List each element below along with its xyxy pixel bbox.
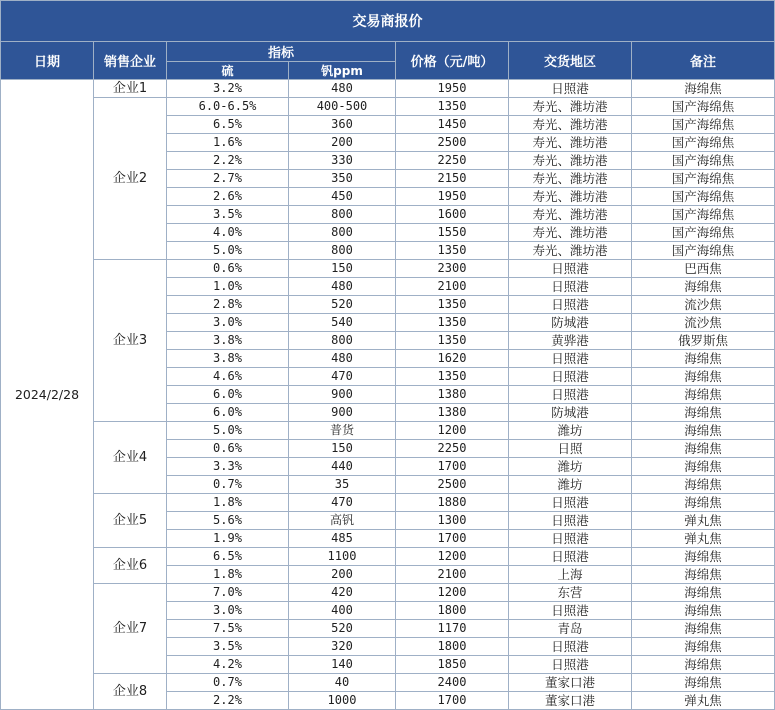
company-cell: 企业4 (94, 422, 167, 494)
note-cell: 流沙焦 (632, 296, 775, 314)
sulfur-cell: 7.5% (167, 620, 289, 638)
delivery-cell: 日照港 (509, 350, 632, 368)
sulfur-cell: 3.2% (167, 80, 289, 98)
note-cell: 海绵焦 (632, 80, 775, 98)
sulfur-cell: 6.0% (167, 404, 289, 422)
header-note: 备注 (632, 42, 775, 80)
delivery-cell: 寿光、潍坊港 (509, 206, 632, 224)
table-body (1, 80, 775, 710)
price-cell: 1950 (396, 80, 509, 98)
vanadium-cell: 400-500 (289, 98, 396, 116)
delivery-cell: 日照港 (509, 530, 632, 548)
header-sulfur: 硫 (167, 62, 289, 80)
note-cell: 海绵焦 (632, 422, 775, 440)
header-vanadium: 钒ppm (289, 62, 396, 80)
price-cell: 2300 (396, 260, 509, 278)
delivery-cell: 日照港 (509, 296, 632, 314)
price-cell: 1450 (396, 116, 509, 134)
note-cell: 海绵焦 (632, 494, 775, 512)
sulfur-cell: 2.8% (167, 296, 289, 314)
sulfur-cell: 5.0% (167, 422, 289, 440)
note-cell: 海绵焦 (632, 620, 775, 638)
header-date: 日期 (1, 42, 94, 80)
sulfur-cell: 6.5% (167, 548, 289, 566)
price-cell: 1800 (396, 638, 509, 656)
company-cell: 企业6 (94, 548, 167, 584)
sulfur-cell: 3.0% (167, 314, 289, 332)
sulfur-cell: 7.0% (167, 584, 289, 602)
sulfur-cell: 6.0-6.5% (167, 98, 289, 116)
note-cell: 弹丸焦 (632, 692, 775, 710)
sulfur-cell: 1.8% (167, 566, 289, 584)
delivery-cell: 日照港 (509, 656, 632, 674)
delivery-cell: 日照港 (509, 80, 632, 98)
note-cell: 国产海绵焦 (632, 152, 775, 170)
header-company: 销售企业 (94, 42, 167, 80)
price-cell: 2250 (396, 440, 509, 458)
price-cell: 2500 (396, 134, 509, 152)
note-cell: 海绵焦 (632, 404, 775, 422)
sulfur-cell: 0.6% (167, 260, 289, 278)
price-cell: 1350 (396, 98, 509, 116)
price-cell: 2250 (396, 152, 509, 170)
delivery-cell: 日照港 (509, 638, 632, 656)
note-cell: 海绵焦 (632, 602, 775, 620)
delivery-cell: 黄骅港 (509, 332, 632, 350)
company-cell: 企业8 (94, 674, 167, 710)
delivery-cell: 日照 (509, 440, 632, 458)
sulfur-cell: 2.7% (167, 170, 289, 188)
vanadium-cell: 485 (289, 530, 396, 548)
sulfur-cell: 6.5% (167, 116, 289, 134)
vanadium-cell: 320 (289, 638, 396, 656)
price-cell: 1700 (396, 530, 509, 548)
sulfur-cell: 3.5% (167, 206, 289, 224)
vanadium-cell: 480 (289, 350, 396, 368)
sulfur-cell: 2.2% (167, 692, 289, 710)
sulfur-cell: 2.2% (167, 152, 289, 170)
sulfur-cell: 1.0% (167, 278, 289, 296)
sulfur-cell: 4.6% (167, 368, 289, 386)
table-row (1, 260, 775, 278)
company-cell: 企业1 (94, 80, 167, 98)
vanadium-cell: 350 (289, 170, 396, 188)
delivery-cell: 董家口港 (509, 674, 632, 692)
company-cell: 企业5 (94, 494, 167, 548)
delivery-cell: 潍坊 (509, 458, 632, 476)
note-cell: 海绵焦 (632, 548, 775, 566)
price-cell: 1380 (396, 386, 509, 404)
table-row (1, 548, 775, 566)
price-cell: 2100 (396, 278, 509, 296)
vanadium-cell: 普货 (289, 422, 396, 440)
company-cell: 企业2 (94, 98, 167, 260)
vanadium-cell: 200 (289, 566, 396, 584)
sulfur-cell: 1.8% (167, 494, 289, 512)
note-cell: 海绵焦 (632, 566, 775, 584)
vanadium-cell: 470 (289, 494, 396, 512)
note-cell: 海绵焦 (632, 584, 775, 602)
note-cell: 巴西焦 (632, 260, 775, 278)
price-cell: 1350 (396, 332, 509, 350)
sulfur-cell: 5.0% (167, 242, 289, 260)
note-cell: 海绵焦 (632, 386, 775, 404)
note-cell: 国产海绵焦 (632, 116, 775, 134)
note-cell: 海绵焦 (632, 476, 775, 494)
sulfur-cell: 3.5% (167, 638, 289, 656)
vanadium-cell: 520 (289, 620, 396, 638)
price-cell: 1600 (396, 206, 509, 224)
price-cell: 1700 (396, 692, 509, 710)
delivery-cell: 日照港 (509, 494, 632, 512)
price-cell: 1200 (396, 548, 509, 566)
sulfur-cell: 3.8% (167, 332, 289, 350)
vanadium-cell: 40 (289, 674, 396, 692)
vanadium-cell: 400 (289, 602, 396, 620)
delivery-cell: 寿光、潍坊港 (509, 134, 632, 152)
sulfur-cell: 1.6% (167, 134, 289, 152)
delivery-cell: 日照港 (509, 260, 632, 278)
vanadium-cell: 800 (289, 332, 396, 350)
vanadium-cell: 高钒 (289, 512, 396, 530)
vanadium-cell: 800 (289, 224, 396, 242)
note-cell: 流沙焦 (632, 314, 775, 332)
price-cell: 1200 (396, 584, 509, 602)
table-row (1, 80, 775, 98)
table-row (1, 494, 775, 512)
header-delivery: 交货地区 (509, 42, 632, 80)
vanadium-cell: 150 (289, 260, 396, 278)
vanadium-cell: 450 (289, 188, 396, 206)
sulfur-cell: 0.7% (167, 674, 289, 692)
note-cell: 弹丸焦 (632, 530, 775, 548)
price-cell: 1620 (396, 350, 509, 368)
header-indicator: 指标 (167, 42, 396, 62)
vanadium-cell: 35 (289, 476, 396, 494)
price-cell: 1200 (396, 422, 509, 440)
vanadium-cell: 330 (289, 152, 396, 170)
delivery-cell: 东营 (509, 584, 632, 602)
price-cell: 1170 (396, 620, 509, 638)
note-cell: 国产海绵焦 (632, 242, 775, 260)
vanadium-cell: 520 (289, 296, 396, 314)
note-cell: 海绵焦 (632, 674, 775, 692)
price-cell: 1950 (396, 188, 509, 206)
price-cell: 1380 (396, 404, 509, 422)
sulfur-cell: 5.6% (167, 512, 289, 530)
sulfur-cell: 6.0% (167, 386, 289, 404)
note-cell: 国产海绵焦 (632, 206, 775, 224)
sulfur-cell: 2.6% (167, 188, 289, 206)
note-cell: 国产海绵焦 (632, 170, 775, 188)
sulfur-cell: 3.3% (167, 458, 289, 476)
vanadium-cell: 360 (289, 116, 396, 134)
price-cell: 1800 (396, 602, 509, 620)
note-cell: 海绵焦 (632, 278, 775, 296)
vanadium-cell: 480 (289, 278, 396, 296)
delivery-cell: 防城港 (509, 314, 632, 332)
vanadium-cell: 800 (289, 206, 396, 224)
price-cell: 1350 (396, 314, 509, 332)
note-cell: 海绵焦 (632, 350, 775, 368)
price-cell: 2150 (396, 170, 509, 188)
price-cell: 2500 (396, 476, 509, 494)
company-cell: 企业3 (94, 260, 167, 422)
price-cell: 1700 (396, 458, 509, 476)
note-cell: 海绵焦 (632, 440, 775, 458)
delivery-cell: 寿光、潍坊港 (509, 98, 632, 116)
vanadium-cell: 800 (289, 242, 396, 260)
date-cell: 2024/2/28 (1, 80, 94, 710)
vanadium-cell: 900 (289, 404, 396, 422)
delivery-cell: 寿光、潍坊港 (509, 170, 632, 188)
note-cell: 俄罗斯焦 (632, 332, 775, 350)
sulfur-cell: 0.7% (167, 476, 289, 494)
price-cell: 2400 (396, 674, 509, 692)
delivery-cell: 日照港 (509, 386, 632, 404)
delivery-cell: 日照港 (509, 512, 632, 530)
delivery-cell: 日照港 (509, 602, 632, 620)
vanadium-cell: 470 (289, 368, 396, 386)
note-cell: 国产海绵焦 (632, 224, 775, 242)
vanadium-cell: 150 (289, 440, 396, 458)
vanadium-cell: 420 (289, 584, 396, 602)
price-cell: 1300 (396, 512, 509, 530)
price-cell: 1350 (396, 296, 509, 314)
note-cell: 国产海绵焦 (632, 188, 775, 206)
delivery-cell: 寿光、潍坊港 (509, 242, 632, 260)
delivery-cell: 日照港 (509, 548, 632, 566)
sulfur-cell: 3.8% (167, 350, 289, 368)
table-row (1, 584, 775, 602)
note-cell: 海绵焦 (632, 368, 775, 386)
delivery-cell: 寿光、潍坊港 (509, 152, 632, 170)
note-cell: 国产海绵焦 (632, 98, 775, 116)
vanadium-cell: 900 (289, 386, 396, 404)
table-row (1, 98, 775, 116)
sulfur-cell: 4.0% (167, 224, 289, 242)
table-row (1, 422, 775, 440)
company-cell: 企业7 (94, 584, 167, 674)
delivery-cell: 青岛 (509, 620, 632, 638)
sulfur-cell: 1.9% (167, 530, 289, 548)
price-cell: 2100 (396, 566, 509, 584)
delivery-cell: 上海 (509, 566, 632, 584)
delivery-cell: 日照港 (509, 368, 632, 386)
delivery-cell: 日照港 (509, 278, 632, 296)
note-cell: 海绵焦 (632, 458, 775, 476)
vanadium-cell: 1000 (289, 692, 396, 710)
delivery-cell: 潍坊 (509, 476, 632, 494)
delivery-cell: 潍坊 (509, 422, 632, 440)
delivery-cell: 防城港 (509, 404, 632, 422)
vanadium-cell: 540 (289, 314, 396, 332)
note-cell: 国产海绵焦 (632, 134, 775, 152)
price-cell: 1550 (396, 224, 509, 242)
price-cell: 1850 (396, 656, 509, 674)
table-row (1, 674, 775, 692)
delivery-cell: 寿光、潍坊港 (509, 224, 632, 242)
vanadium-cell: 200 (289, 134, 396, 152)
vanadium-cell: 140 (289, 656, 396, 674)
vanadium-cell: 1100 (289, 548, 396, 566)
note-cell: 海绵焦 (632, 656, 775, 674)
note-cell: 海绵焦 (632, 638, 775, 656)
header-price: 价格（元/吨） (396, 42, 509, 80)
sulfur-cell: 4.2% (167, 656, 289, 674)
sulfur-cell: 3.0% (167, 602, 289, 620)
table-title: 交易商报价 (1, 1, 775, 42)
delivery-cell: 寿光、潍坊港 (509, 116, 632, 134)
price-cell: 1350 (396, 368, 509, 386)
price-cell: 1880 (396, 494, 509, 512)
note-cell: 弹丸焦 (632, 512, 775, 530)
sulfur-cell: 0.6% (167, 440, 289, 458)
vanadium-cell: 480 (289, 80, 396, 98)
delivery-cell: 寿光、潍坊港 (509, 188, 632, 206)
delivery-cell: 董家口港 (509, 692, 632, 710)
price-cell: 1350 (396, 242, 509, 260)
vanadium-cell: 440 (289, 458, 396, 476)
